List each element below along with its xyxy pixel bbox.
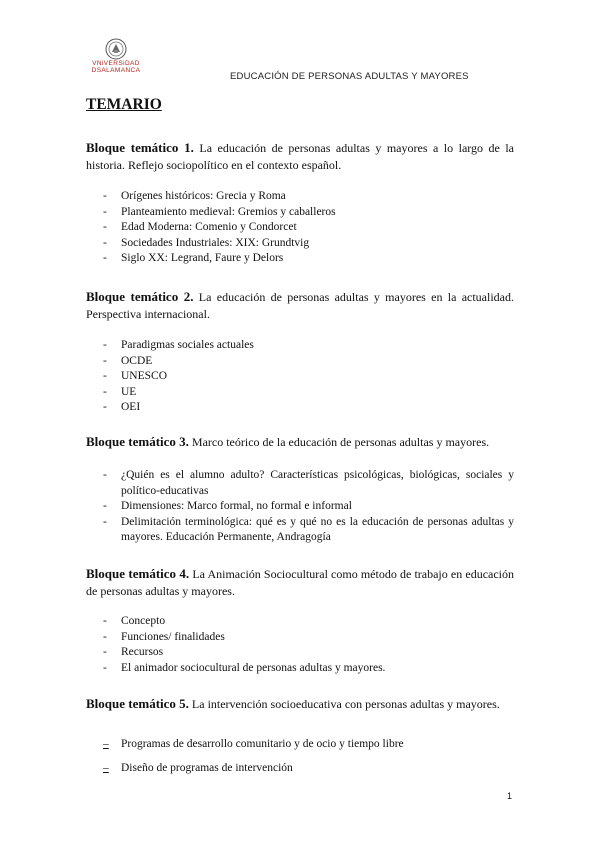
block-4-text: La Animación Sociocultural como método de trabajo en educación de personas adultas y mayores. [86,567,515,598]
block-5-label: Bloque temático 5. [86,696,189,711]
list-item: - Sociedades Industriales: XIX: Grundtvig [103,236,310,249]
block-3 [86,433,514,451]
block-5-list-2 [103,761,523,776]
list-item: - UE [103,385,137,398]
header-title: EDUCACIÓN DE PERSONAS ADULTAS Y MAYORES [230,71,469,82]
list-item: - Dimensiones: Marco formal, no formal e informal [103,500,352,512]
block-2-intro [86,288,514,323]
block-5-text: La intervención socioeducativa con personas adultas y mayores. [191,697,500,711]
logo-line-1: VNiVERSiDAD [92,60,140,67]
block-1-label: Bloque temático 1. [86,140,194,155]
list-item: - Planteamiento medieval: Gremios y caballeros [103,205,336,218]
page-number: 1 [507,791,513,801]
block-1 [86,139,514,174]
block-1-text: La educación de personas adultas y mayores a lo largo de la historia. Reflejo sociopolítico en el contexto español. [86,141,515,172]
block-4 [86,565,514,600]
block-3-intro [86,433,514,451]
list-item: - OEI [103,401,141,413]
block-3-label: Bloque temático 3. [86,434,189,449]
block-2-label: Bloque temático 2. [86,289,194,304]
list-item: - El animador sociocultural de personas adultas y mayores. [103,661,386,674]
list-item: - Concepto [103,615,166,627]
block-2-list [86,338,514,416]
list-item: - Siglo XX: Legrand, Faure y Delors [103,252,284,264]
list-item: - Delimitación terminológica: qué es y qué no es la educación de personas adultas y mayores. Educación Permanente, Andragogía [103,515,514,543]
list-item: – Diseño de programas de intervención [103,762,293,774]
block-4-label: Bloque temático 4. [86,566,190,581]
logo-line-2: DSALAMANCA [91,67,141,74]
block-5 [86,695,514,713]
university-logo [86,38,146,82]
block-4-intro [86,565,514,600]
page-title: TEMARIO [86,96,162,113]
block-1-intro [86,139,514,174]
list-item: - Paradigmas sociales actuales [103,339,254,351]
block-3-list [86,468,514,546]
block-2 [86,288,514,323]
list-item: – Programas de desarrollo comunitario y de ocio y tiempo libre [103,738,404,750]
block-5-intro [86,695,514,713]
list-item: - Recursos [103,646,164,658]
list-item: - Orígenes históricos: Grecia y Roma [103,190,286,202]
list-item: - Funciones/ finalidades [103,630,225,643]
block-3-text: Marco teórico de la educación de personas adultas y mayores. [191,435,490,449]
block-2-text: La educación de personas adultas y mayores en la actualidad. Perspectiva internacional. [86,290,515,321]
block-1-list [86,189,514,267]
block-4-list [86,614,514,676]
list-item: - Edad Moderna: Comenio y Condorcet [103,221,297,233]
university-seal-icon [105,38,127,60]
block-5-list [103,737,523,752]
list-item: - ¿Quién es el alumno adulto? Características psicológicas, biológicas, sociales y político-educativas [103,469,514,497]
list-item: - OCDE [103,354,153,367]
list-item: - UNESCO [103,370,168,382]
